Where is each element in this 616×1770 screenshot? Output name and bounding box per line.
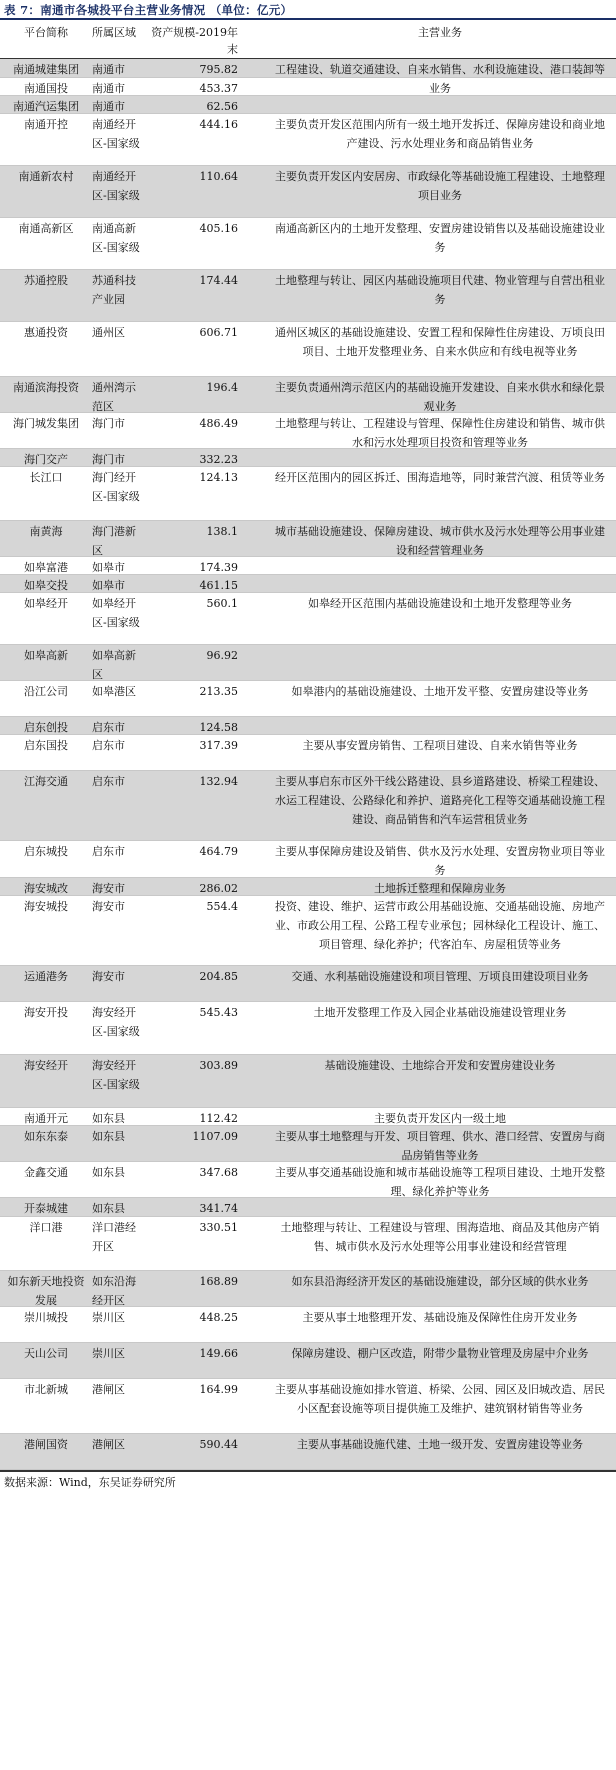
business-text: 主要负责开发区内一级土地	[374, 1112, 506, 1125]
table-row	[0, 166, 616, 218]
district: 启东市	[92, 775, 125, 788]
table-row	[0, 114, 616, 166]
table-row	[0, 270, 616, 322]
district: 南通市	[92, 63, 125, 76]
business-text: 主要从事土地整理与开发、项目管理、供水、港口经营、安置房与商品房销售等业务	[275, 1130, 605, 1162]
business-text: 主要从事启东市区外干线公路建设、县乡道路建设、桥梁工程建设、水运工程建设、公路绿化和养护、道路亮化工程等交通基础设施工程建设、商品销售和汽车运营租赁业务	[275, 775, 605, 826]
business-text: 土地开发整理工作及入园企业基础设施建设管理业务	[313, 1006, 567, 1019]
business-text	[270, 449, 610, 450]
asset-value: 164.99	[199, 1383, 238, 1396]
platform-name: 启东国投	[24, 739, 68, 752]
district: 海安经开区-国家级	[92, 1059, 140, 1091]
platform-name: 启东城投	[24, 845, 68, 858]
district: 如东沿海经开区	[92, 1275, 136, 1307]
platform-name: 南通汽运集团	[13, 100, 79, 113]
table-title: 表 7：南通市各城投平台主营业务情况 （单位：亿元）	[4, 3, 293, 17]
asset-value: 590.44	[199, 1438, 238, 1451]
table-row	[0, 735, 616, 771]
table-row	[0, 1055, 616, 1108]
district: 通州区	[92, 326, 125, 339]
district: 通州湾示范区	[92, 381, 136, 413]
business-text: 主要从事基础设施如排水管道、桥梁、公园、园区及旧城改造、居民小区配套设施等项目提供施工及维护、建筑钢材销售等业务	[275, 1383, 605, 1415]
platform-name: 天山公司	[24, 1347, 68, 1360]
table-row	[0, 1126, 616, 1162]
asset-value: 464.79	[199, 845, 238, 858]
table-row	[0, 78, 616, 96]
business-text: 城市基础设施建设、保障房建设、城市供水及污水处理等公用事业建设和经营管理业务	[275, 525, 605, 557]
platform-name: 海安城改	[24, 882, 68, 895]
asset-value: 303.89	[199, 1059, 238, 1072]
table-row	[0, 717, 616, 735]
asset-value: 405.16	[199, 222, 238, 235]
table-row	[0, 645, 616, 681]
asset-value: 606.71	[199, 326, 238, 339]
district: 启东市	[92, 845, 125, 858]
table-row	[0, 1343, 616, 1379]
business-text: 投资、建设、维护、运营市政公用基础设施、交通基础设施、房地产业、市政公用工程、公路工程专业承包；园林绿化工程设计、施工、项目管理、绿化养护；代客泊车、房屋租赁等业务	[275, 900, 605, 951]
platform-name: 苏通控股	[24, 274, 68, 287]
asset-value: 486.49	[199, 417, 238, 430]
table-row	[0, 1307, 616, 1343]
platform-name: 海门城发集团	[13, 417, 79, 430]
platform-name: 如东新天地投资发展	[7, 1275, 85, 1307]
platform-name: 长江口	[29, 471, 63, 484]
asset-value: 204.85	[199, 970, 238, 983]
asset-value: 213.35	[199, 685, 238, 698]
district: 海门市	[92, 417, 125, 430]
asset-value: 174.44	[199, 274, 238, 287]
district: 如皋高新区	[92, 649, 136, 681]
district: 如皋市	[92, 579, 125, 592]
table-row	[0, 1434, 616, 1470]
platform-name: 开泰城建	[24, 1202, 68, 1215]
platform-name: 江海交通	[24, 775, 68, 788]
asset-value: 124.13	[199, 471, 238, 484]
platform-name: 南黄海	[29, 525, 63, 538]
asset-value: 168.89	[199, 1275, 238, 1288]
platform-name: 如皋经开	[24, 597, 68, 610]
asset-value: 110.64	[199, 170, 238, 183]
platform-name: 海门交产	[24, 453, 68, 466]
business-text: 南通高新区内的土地开发整理、安置房建设销售以及基础设施建设业务	[275, 222, 605, 254]
district: 港闸区	[92, 1383, 125, 1396]
platform-name: 洋口港	[29, 1221, 63, 1234]
title-rule	[0, 18, 616, 20]
asset-value: 124.58	[199, 721, 238, 734]
business-text: 主要负责开发区内安居房、市政绿化等基础设施工程建设、土地整理项目业务	[275, 170, 605, 202]
business-text	[270, 78, 610, 79]
asset-value: 554.4	[206, 900, 238, 913]
business-text: 如东县沿海经济开发区的基础设施建设，部分区域的供水业务	[291, 1275, 589, 1288]
platform-name: 海安城投	[24, 900, 68, 913]
source-note: 数据来源：Wind，东吴证券研究所	[4, 1476, 176, 1489]
asset-value: 330.51	[199, 1221, 238, 1234]
table-row	[0, 96, 616, 114]
district: 崇川区	[92, 1347, 125, 1360]
district: 南通经开区-国家级	[92, 170, 140, 202]
platform-name: 如皋交投	[24, 579, 68, 592]
table-row	[0, 218, 616, 270]
asset-value: 560.1	[206, 597, 238, 610]
district: 港闸区	[92, 1438, 125, 1451]
platform-name: 如东东泰	[24, 1130, 68, 1143]
business-text	[270, 1198, 610, 1199]
business-text: 主要负责开发区范围内所有一级土地开发拆迁、保障房建设和商业地产建设、污水处理业务和商品销售业务	[275, 118, 605, 150]
asset-value: 444.16	[199, 118, 238, 131]
business-text: 经开区范围内的园区拆迁、围海造地等，同时兼营汽渡、租赁等业务	[275, 471, 605, 484]
platform-name: 海安开投	[24, 1006, 68, 1019]
business-text: 主要从事保障房建设及销售、供水及污水处理、安置房物业项目等业务	[275, 845, 605, 877]
business-text: 主要从事安置房销售、工程项目建设、自来水销售等业务	[302, 739, 578, 752]
platform-name: 如皋高新	[24, 649, 68, 662]
table-row	[0, 413, 616, 449]
platform-name: 南通滨海投资	[13, 381, 79, 394]
platform-name: 南通城建集团	[13, 63, 79, 76]
business-text	[270, 575, 610, 576]
table-row	[0, 1271, 616, 1307]
table-row	[0, 771, 616, 841]
table-row	[0, 1379, 616, 1434]
business-text: 工程建设、轨道交通建设、自来水销售、水利设施建设、港口装卸等业务	[275, 63, 605, 95]
business-text: 交通、水利基础设施建设和项目管理、万顷良田建设项目业务	[291, 970, 589, 983]
asset-value: 286.02	[199, 882, 238, 895]
asset-value: 317.39	[199, 739, 238, 752]
district: 南通市	[92, 82, 125, 95]
table-row	[0, 322, 616, 377]
business-text	[270, 645, 610, 646]
business-text: 土地整理与转让、园区内基础设施项目代建、物业管理与自营出租业务	[275, 274, 605, 306]
table-row	[0, 896, 616, 966]
district: 海安市	[92, 882, 125, 895]
district: 如东县	[92, 1130, 125, 1143]
table-row	[0, 557, 616, 575]
platform-name: 如皋富港	[24, 561, 68, 574]
business-text: 土地整理与转让、工程建设与管理、围海造地、商品及其他房产销售、城市供水及污水处理等公用事业建设和经营管理	[280, 1221, 600, 1253]
platform-name: 惠通投资	[24, 326, 68, 339]
district: 南通市	[92, 100, 125, 113]
district: 海门港新区	[92, 525, 136, 557]
asset-value: 1107.09	[192, 1130, 238, 1143]
table-bottom-rule	[0, 1470, 616, 1472]
asset-value: 795.82	[199, 63, 238, 76]
district: 海安经开区-国家级	[92, 1006, 140, 1038]
header-business: 主营业务	[418, 26, 462, 39]
business-text: 土地整理与转让、工程建设与管理、保障性住房建设和销售、城市供水和污水处理项目投资和管理等业务	[275, 417, 605, 449]
table-row	[0, 575, 616, 593]
business-text	[270, 717, 610, 718]
asset-value: 62.56	[206, 100, 238, 113]
asset-value: 149.66	[199, 1347, 238, 1360]
business-text	[270, 557, 610, 558]
table-row	[0, 1002, 616, 1055]
table-row	[0, 1108, 616, 1126]
platform-name: 海安经开	[24, 1059, 68, 1072]
asset-value: 453.37	[199, 82, 238, 95]
district: 崇川区	[92, 1311, 125, 1324]
district: 启东市	[92, 721, 125, 734]
platform-name: 市北新城	[24, 1383, 68, 1396]
district: 海安市	[92, 900, 125, 913]
district: 如东县	[92, 1112, 125, 1125]
platform-name: 沿江公司	[24, 685, 68, 698]
business-text: 如皋港内的基础设施建设、土地开发平整、安置房建设等业务	[291, 685, 589, 698]
table-row	[0, 681, 616, 717]
platform-name: 港闸国资	[24, 1438, 68, 1451]
table-row	[0, 521, 616, 557]
platform-name: 南通新农村	[18, 170, 74, 183]
district: 海安市	[92, 970, 125, 983]
business-text: 主要负责通州湾示范区内的基础设施开发建设、自来水供水和绿化景观业务	[275, 381, 605, 413]
district: 苏通科技产业园	[92, 274, 136, 306]
table-row	[0, 377, 616, 413]
asset-value: 132.94	[199, 775, 238, 788]
asset-value: 347.68	[199, 1166, 238, 1179]
district: 南通经开区-国家级	[92, 118, 140, 150]
business-text: 保障房建设、棚户区改造，附带少量物业管理及房屋中介业务	[291, 1347, 589, 1360]
table-row	[0, 1217, 616, 1271]
asset-value: 138.1	[206, 525, 238, 538]
table-row	[0, 593, 616, 645]
asset-value: 174.39	[199, 561, 238, 574]
district: 海门市	[92, 453, 125, 466]
business-text: 通州区城区的基础设施建设、安置工程和保障性住房建设、万顷良田项目、土地开发整理业务、自来水供应和有线电视等业务	[275, 326, 605, 358]
platform-name: 南通开控	[24, 118, 68, 131]
platform-name: 启东创投	[24, 721, 68, 734]
business-text: 基础设施建设、土地综合开发和安置房建设业务	[324, 1059, 556, 1072]
asset-value: 332.23	[199, 453, 238, 466]
business-text: 土地拆迁整理和保障房业务	[374, 882, 506, 895]
header-district: 所属区域	[92, 26, 136, 39]
table-row	[0, 449, 616, 467]
table-row	[0, 878, 616, 896]
business-text: 主要从事交通基础设施和城市基础设施等工程项目建设、土地开发整理、绿化养护等业务	[275, 1166, 605, 1198]
platform-name: 南通国投	[24, 82, 68, 95]
district: 启东市	[92, 739, 125, 752]
district: 如东县	[92, 1202, 125, 1215]
platform-name: 崇川城投	[24, 1311, 68, 1324]
district: 如东县	[92, 1166, 125, 1179]
asset-value: 461.15	[199, 579, 238, 592]
asset-value: 96.92	[206, 649, 238, 662]
asset-value: 196.4	[206, 381, 238, 394]
table-header	[0, 21, 616, 59]
table-row	[0, 841, 616, 878]
district: 如皋经开区-国家级	[92, 597, 140, 629]
district: 南通高新区-国家级	[92, 222, 140, 254]
platform-name: 运通港务	[24, 970, 68, 983]
table-row	[0, 467, 616, 521]
business-text: 主要从事基础设施代建、土地一级开发、安置房建设等业务	[297, 1438, 583, 1451]
district: 如皋市	[92, 561, 125, 574]
header-assets: 资产规模-2019年末	[151, 26, 238, 56]
asset-value: 448.25	[199, 1311, 238, 1324]
business-text	[270, 96, 610, 97]
district: 如皋港区	[92, 685, 136, 698]
asset-value: 112.42	[199, 1112, 238, 1125]
asset-value: 545.43	[199, 1006, 238, 1019]
header-name: 平台简称	[24, 26, 68, 39]
platform-name: 南通开元	[24, 1112, 68, 1125]
business-text: 如皋经开区范围内基础设施建设和土地开发整理等业务	[308, 597, 572, 610]
platform-name: 金鑫交通	[24, 1166, 68, 1179]
table-row	[0, 1162, 616, 1198]
business-text: 主要从事土地整理开发、基础设施及保障性住房开发业务	[302, 1311, 578, 1324]
district: 洋口港经开区	[92, 1221, 136, 1253]
district: 海门经开区-国家级	[92, 471, 140, 503]
table-row	[0, 966, 616, 1002]
asset-value: 341.74	[199, 1202, 238, 1215]
table-row	[0, 1198, 616, 1217]
platform-name: 南通高新区	[18, 222, 74, 235]
